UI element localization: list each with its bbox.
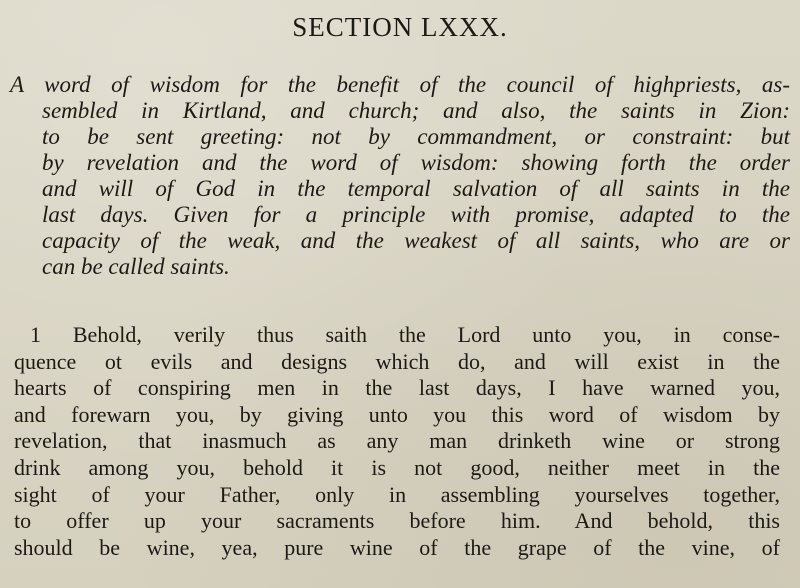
summary-line: can be called saints. (42, 254, 230, 279)
verse-line: and forewarn you, by giving unto you this word of wisdom by (14, 401, 780, 427)
summary-line: and will of God in the temporal salvation of all saints in the (42, 176, 790, 201)
summary-line: A word of wisdom for the benefit of the council of highpriests, as- (10, 72, 790, 97)
verse-line: drink among you, behold it is not good, neither meet in the (14, 454, 780, 480)
section-heading: SECTION LXXX. (292, 12, 508, 42)
summary-line: by revelation and the word of wisdom: showing forth the order (42, 150, 790, 175)
section-summary (10, 72, 790, 280)
verse-line: revelation, that inasmuch as any man drinketh wine or strong (14, 428, 780, 454)
verse-text (14, 322, 780, 561)
summary-line: to be sent greeting: not by commandment, or constraint: but (42, 124, 790, 149)
verse-line: to offer up your sacraments before him. And behold, this (14, 508, 780, 534)
verse-line: should be wine, yea, pure wine of the grape of the vine, of (14, 534, 780, 560)
verse-line: quence ot evils and designs which do, and will exist in the (14, 348, 780, 374)
summary-line: last days. Given for a principle with promise, adapted to the (42, 202, 790, 227)
summary-line: capacity of the weak, and the weakest of all saints, who are or (42, 228, 790, 253)
summary-line: sembled in Kirtland, and church; and also, the saints in Zion: (42, 98, 790, 123)
verse-line: 1 Behold, verily thus saith the Lord unto you, in conse- (30, 322, 780, 347)
verse-line: hearts of conspiring men in the last days, I have warned you, (14, 375, 780, 401)
verse-line: sight of your Father, only in assembling yourselves together, (14, 481, 780, 507)
